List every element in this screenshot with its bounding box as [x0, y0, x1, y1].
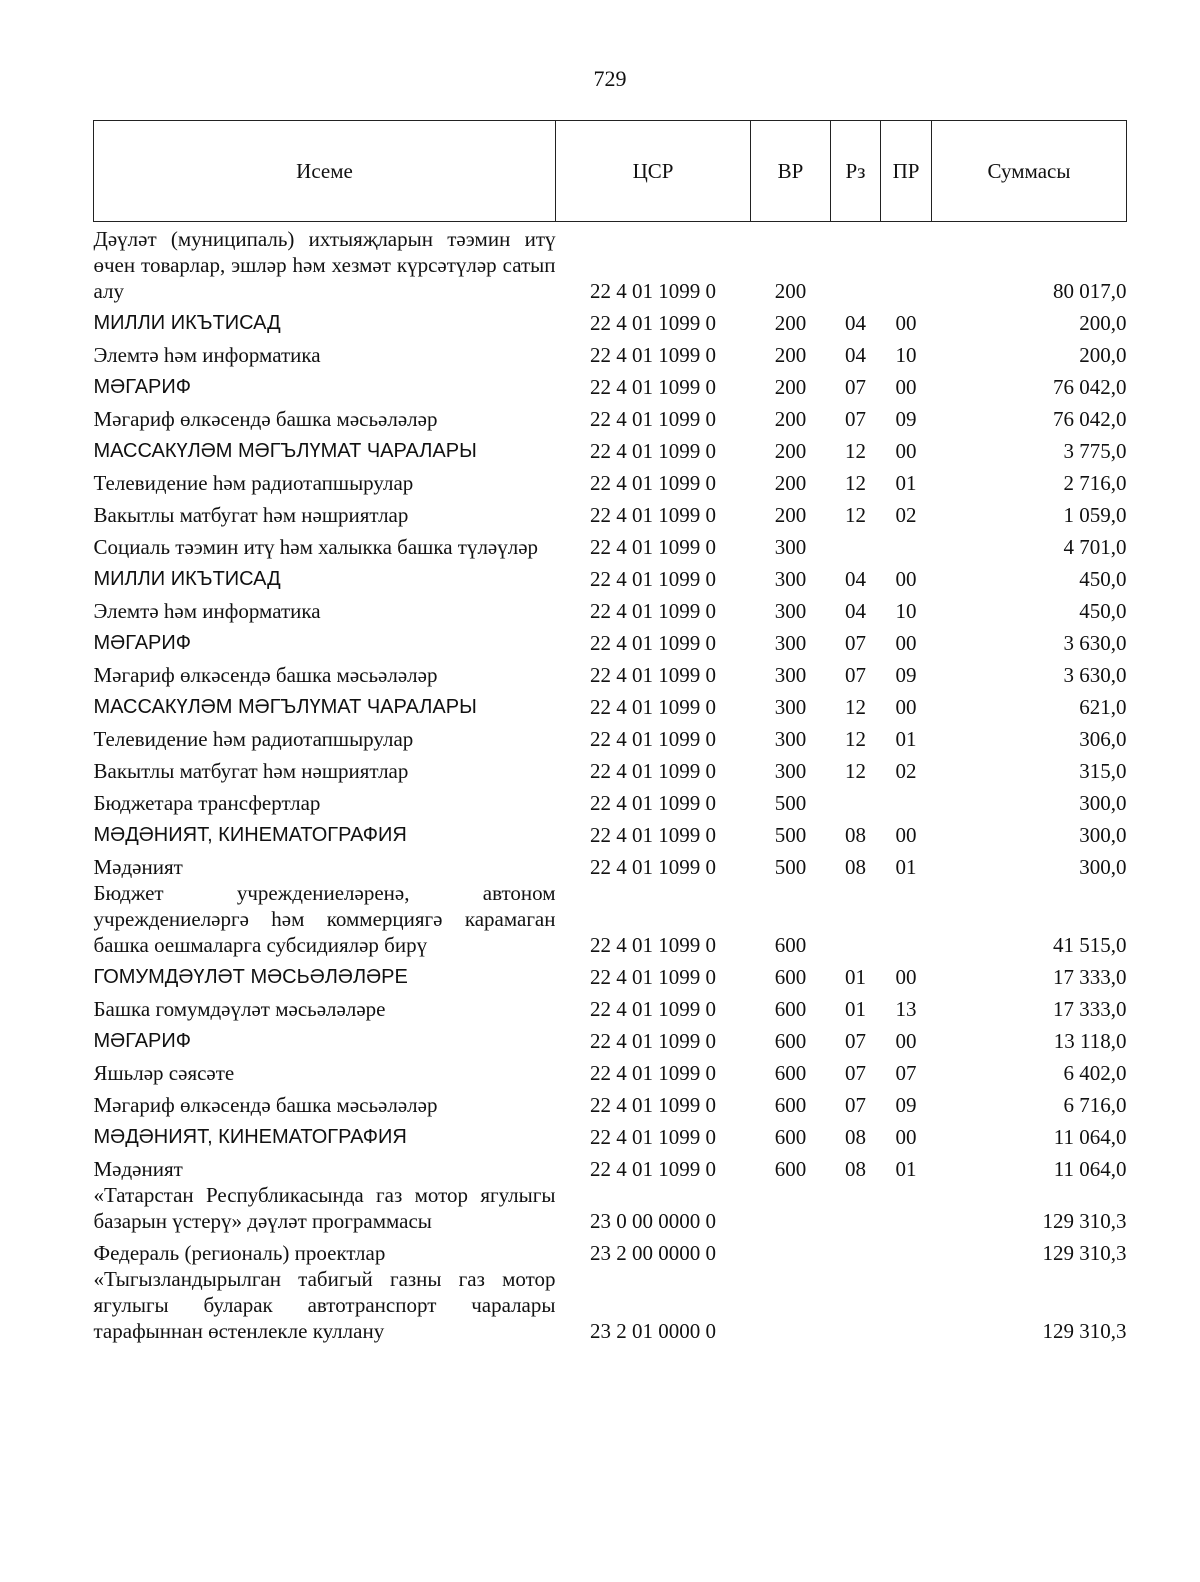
cell-vr: 500 — [774, 791, 807, 815]
table-row — [94, 1182, 1127, 1234]
cell-rz: 04 — [845, 567, 866, 591]
cell-vr: 600 — [774, 1061, 807, 1085]
cell-vr: 300 — [774, 535, 807, 559]
cell-pr: 09 — [895, 663, 917, 687]
cell-pr — [881, 222, 932, 305]
table-row — [94, 368, 1127, 400]
budget-table — [93, 120, 1127, 1344]
cell-sum: 76 042,0 — [1053, 375, 1127, 399]
cell-vr — [751, 1266, 831, 1344]
cell-vr: 200 — [774, 439, 807, 463]
header-pr: ПР — [881, 121, 932, 222]
cell-csr: 22 4 01 1099 0 — [590, 311, 716, 335]
table-row — [94, 624, 1127, 656]
cell-name: Бюджет учреждениеләренә, автоном учреждениеләргә һәм коммерциягә карамаган башка оешмаларга субсидияләр бирү — [93, 881, 556, 957]
cell-rz: 12 — [845, 759, 866, 783]
cell-vr: 300 — [774, 695, 807, 719]
table-row — [94, 496, 1127, 528]
table-row — [94, 222, 1127, 305]
cell-csr: 22 4 01 1099 0 — [590, 375, 716, 399]
cell-sum: 315,0 — [1079, 759, 1127, 783]
cell-sum: 300,0 — [1079, 791, 1127, 815]
cell-vr: 600 — [774, 997, 807, 1021]
cell-rz: 08 — [845, 1125, 866, 1149]
cell-vr: 300 — [774, 663, 807, 687]
cell-csr: 22 4 01 1099 0 — [590, 759, 716, 783]
cell-name: Федераль (региональ) проектлар — [93, 1241, 386, 1265]
cell-csr: 22 4 01 1099 0 — [590, 1125, 716, 1149]
table-row — [94, 688, 1127, 720]
cell-csr: 22 4 01 1099 0 — [590, 663, 716, 687]
cell-vr: 600 — [774, 1093, 807, 1117]
cell-vr: 200 — [774, 471, 807, 495]
cell-vr: 200 — [774, 375, 807, 399]
cell-csr: 22 4 01 1099 0 — [590, 933, 716, 957]
cell-rz — [831, 1234, 881, 1266]
cell-csr: 22 4 01 1099 0 — [590, 695, 716, 719]
cell-name: Бюджетара трансфертлар — [93, 791, 321, 815]
cell-sum: 3 630,0 — [1063, 631, 1127, 655]
cell-pr: 01 — [895, 855, 917, 879]
cell-sum: 129 310,3 — [1042, 1209, 1127, 1233]
table-row — [94, 990, 1127, 1022]
cell-name: Телевидение һәм радиотапшырулар — [93, 727, 414, 751]
cell-csr: 23 2 00 0000 0 — [590, 1241, 716, 1265]
cell-sum: 129 310,3 — [1042, 1241, 1127, 1265]
cell-sum: 450,0 — [1079, 567, 1127, 591]
cell-rz: 08 — [845, 855, 866, 879]
cell-name: МИЛЛИ ИКЪТИСАД — [93, 312, 281, 334]
cell-vr: 300 — [774, 567, 807, 591]
cell-name: МАССАКҮЛӘМ МӘГЪЛҮМАТ ЧАРАЛАРЫ — [93, 696, 477, 718]
cell-rz: 12 — [845, 439, 866, 463]
cell-vr: 300 — [774, 759, 807, 783]
cell-name: МӘДӘНИЯТ, КИНЕМАТОГРАФИЯ — [93, 824, 407, 846]
cell-vr: 200 — [774, 343, 807, 367]
cell-name: МӘГАРИФ — [93, 1030, 191, 1052]
cell-sum: 80 017,0 — [1053, 279, 1127, 303]
cell-pr: 01 — [895, 1157, 917, 1181]
header-rz: Рз — [831, 121, 881, 222]
cell-sum: 200,0 — [1079, 311, 1127, 335]
cell-csr: 22 4 01 1099 0 — [590, 567, 716, 591]
cell-name: Яшьләр сәясәте — [93, 1061, 235, 1085]
cell-name: Вакытлы матбугат һәм нәшриятлар — [93, 503, 409, 527]
cell-csr: 22 4 01 1099 0 — [590, 279, 716, 303]
cell-csr: 22 4 01 1099 0 — [590, 599, 716, 623]
cell-name: Башка гомумдәүләт мәсьәләләре — [93, 997, 386, 1021]
header-csr: ЦСР — [556, 121, 751, 222]
cell-csr: 22 4 01 1099 0 — [590, 343, 716, 367]
table-row — [94, 432, 1127, 464]
cell-csr: 22 4 01 1099 0 — [590, 791, 716, 815]
cell-sum: 11 064,0 — [1053, 1157, 1127, 1181]
cell-name: ГОМУМДӘҮЛӘТ МӘСЬӘЛӘЛӘРЕ — [93, 966, 408, 988]
cell-name: МӘГАРИФ — [93, 632, 191, 654]
cell-rz: 01 — [845, 997, 866, 1021]
cell-sum: 4 701,0 — [1063, 535, 1127, 559]
cell-vr: 200 — [774, 279, 807, 303]
cell-vr: 600 — [774, 933, 807, 957]
cell-sum: 13 118,0 — [1053, 1029, 1127, 1053]
cell-sum: 3 630,0 — [1063, 663, 1127, 687]
cell-rz: 04 — [845, 599, 866, 623]
cell-csr: 22 4 01 1099 0 — [590, 471, 716, 495]
cell-csr: 22 4 01 1099 0 — [590, 1093, 716, 1117]
cell-sum: 76 042,0 — [1053, 407, 1127, 431]
cell-rz — [831, 222, 881, 305]
cell-name: Мәгариф өлкәсендә башка мәсьәләләр — [93, 1093, 438, 1117]
cell-csr: 22 4 01 1099 0 — [590, 503, 716, 527]
cell-rz: 07 — [845, 375, 866, 399]
cell-pr: 00 — [895, 1125, 917, 1149]
cell-pr — [881, 1266, 932, 1344]
cell-pr: 00 — [895, 311, 917, 335]
cell-pr: 00 — [895, 375, 917, 399]
cell-sum: 306,0 — [1079, 727, 1127, 751]
table-row — [94, 848, 1127, 880]
cell-name: Мәгариф өлкәсендә башка мәсьәләләр — [93, 663, 438, 687]
cell-csr: 22 4 01 1099 0 — [590, 407, 716, 431]
cell-rz: 08 — [845, 823, 866, 847]
cell-csr: 22 4 01 1099 0 — [590, 823, 716, 847]
cell-name: МӘДӘНИЯТ, КИНЕМАТОГРАФИЯ — [93, 1126, 407, 1148]
cell-csr: 22 4 01 1099 0 — [590, 1029, 716, 1053]
cell-pr — [881, 784, 932, 816]
cell-csr: 22 4 01 1099 0 — [590, 1061, 716, 1085]
cell-pr: 01 — [895, 727, 917, 751]
header-name: Исеме — [94, 121, 556, 222]
cell-name: Элемтә һәм информатика — [93, 599, 321, 623]
cell-sum: 450,0 — [1079, 599, 1127, 623]
cell-sum: 3 775,0 — [1063, 439, 1127, 463]
cell-csr: 22 4 01 1099 0 — [590, 535, 716, 559]
cell-pr: 07 — [895, 1061, 917, 1085]
cell-rz: 07 — [845, 1093, 866, 1117]
cell-name: Социаль тәэмин итү һәм халыкка башка түләүләр — [93, 535, 539, 559]
cell-rz: 04 — [845, 311, 866, 335]
cell-vr: 300 — [774, 727, 807, 751]
cell-name: Дәүләт (муниципаль) ихтыяҗларын тәэмин итү өчен товарлар, эшләр һәм хезмәт күрсәтүләр сатып алу — [93, 227, 556, 303]
cell-rz: 12 — [845, 727, 866, 751]
cell-name: Мәгариф өлкәсендә башка мәсьәләләр — [93, 407, 438, 431]
cell-name: Элемтә һәм информатика — [93, 343, 321, 367]
table-row — [94, 560, 1127, 592]
cell-name: Мәдәният — [93, 1157, 183, 1181]
cell-sum: 2 716,0 — [1063, 471, 1127, 495]
cell-rz: 07 — [845, 1061, 866, 1085]
cell-sum: 17 333,0 — [1053, 965, 1127, 989]
table-row — [94, 1054, 1127, 1086]
cell-pr — [881, 1182, 932, 1234]
table-row — [94, 464, 1127, 496]
cell-name: МИЛЛИ ИКЪТИСАД — [93, 568, 281, 590]
cell-sum: 200,0 — [1079, 343, 1127, 367]
cell-vr — [751, 1182, 831, 1234]
header-sum: Суммасы — [932, 121, 1127, 222]
cell-rz: 01 — [845, 965, 866, 989]
table-row — [94, 1234, 1127, 1266]
cell-pr: 00 — [895, 631, 917, 655]
cell-pr: 10 — [895, 599, 917, 623]
cell-sum: 300,0 — [1079, 855, 1127, 879]
cell-rz: 07 — [845, 663, 866, 687]
cell-rz — [831, 1266, 881, 1344]
cell-sum: 6 716,0 — [1063, 1093, 1127, 1117]
cell-csr: 23 0 00 0000 0 — [590, 1209, 716, 1233]
cell-pr — [881, 880, 932, 958]
cell-rz: 07 — [845, 631, 866, 655]
cell-vr: 600 — [774, 1125, 807, 1149]
cell-vr: 200 — [774, 503, 807, 527]
cell-rz — [831, 528, 881, 560]
cell-rz: 04 — [845, 343, 866, 367]
cell-rz: 07 — [845, 1029, 866, 1053]
table-row — [94, 720, 1127, 752]
table-row — [94, 1022, 1127, 1054]
cell-sum: 1 059,0 — [1063, 503, 1127, 527]
cell-vr: 500 — [774, 823, 807, 847]
cell-name: «Татарстан Республикасында газ мотор ягулыгы базарын үстерү» дәүләт программасы — [93, 1183, 556, 1233]
table-row — [94, 1118, 1127, 1150]
cell-pr: 01 — [895, 471, 917, 495]
cell-csr: 22 4 01 1099 0 — [590, 727, 716, 751]
cell-name: МӘГАРИФ — [93, 376, 191, 398]
cell-pr: 00 — [895, 1029, 917, 1053]
cell-sum: 11 064,0 — [1053, 1125, 1127, 1149]
cell-sum: 41 515,0 — [1053, 933, 1127, 957]
cell-rz — [831, 784, 881, 816]
table-row — [94, 784, 1127, 816]
table-row — [94, 1086, 1127, 1118]
page-number: 729 — [593, 66, 627, 91]
cell-csr: 23 2 01 0000 0 — [590, 1319, 716, 1343]
table-row — [94, 592, 1127, 624]
cell-pr: 00 — [895, 965, 917, 989]
table-body — [94, 222, 1127, 1345]
cell-sum: 17 333,0 — [1053, 997, 1127, 1021]
cell-pr: 00 — [895, 439, 917, 463]
header-vr: ВР — [751, 121, 831, 222]
cell-rz: 12 — [845, 471, 866, 495]
cell-csr: 22 4 01 1099 0 — [590, 1157, 716, 1181]
cell-vr: 200 — [774, 311, 807, 335]
cell-rz: 07 — [845, 407, 866, 431]
cell-pr: 02 — [895, 503, 917, 527]
cell-vr: 600 — [774, 965, 807, 989]
table-row — [94, 528, 1127, 560]
cell-name: Телевидение һәм радиотапшырулар — [93, 471, 414, 495]
cell-sum: 129 310,3 — [1042, 1319, 1127, 1343]
table-row — [94, 816, 1127, 848]
cell-rz — [831, 880, 881, 958]
cell-pr: 10 — [895, 343, 917, 367]
cell-sum: 300,0 — [1079, 823, 1127, 847]
cell-pr: 13 — [895, 997, 917, 1021]
cell-vr: 200 — [774, 407, 807, 431]
cell-rz — [831, 1182, 881, 1234]
cell-rz: 12 — [845, 695, 866, 719]
cell-rz: 12 — [845, 503, 866, 527]
cell-pr: 09 — [895, 1093, 917, 1117]
cell-pr: 00 — [895, 695, 917, 719]
cell-vr — [751, 1234, 831, 1266]
cell-csr: 22 4 01 1099 0 — [590, 997, 716, 1021]
cell-pr — [881, 528, 932, 560]
table-row — [94, 1150, 1127, 1182]
table-row — [94, 304, 1127, 336]
table-header — [94, 121, 1127, 222]
cell-pr — [881, 1234, 932, 1266]
cell-vr: 300 — [774, 631, 807, 655]
cell-pr: 02 — [895, 759, 917, 783]
cell-name: «Тыгызландырылган табигый газны газ мотор ягулыгы буларак автотранспорт чаралары тарафыннан өстенлекле куллану — [93, 1267, 556, 1343]
cell-csr: 22 4 01 1099 0 — [590, 631, 716, 655]
table-row — [94, 752, 1127, 784]
table-row — [94, 1266, 1127, 1344]
cell-name: Мәдәният — [93, 855, 183, 879]
cell-csr: 22 4 01 1099 0 — [590, 855, 716, 879]
table-row — [94, 958, 1127, 990]
cell-vr: 600 — [774, 1157, 807, 1181]
cell-sum: 6 402,0 — [1063, 1061, 1127, 1085]
cell-sum: 621,0 — [1079, 695, 1127, 719]
table-row — [94, 336, 1127, 368]
cell-vr: 600 — [774, 1029, 807, 1053]
cell-vr: 500 — [774, 855, 807, 879]
cell-vr: 300 — [774, 599, 807, 623]
cell-csr: 22 4 01 1099 0 — [590, 965, 716, 989]
cell-rz: 08 — [845, 1157, 866, 1181]
table-row — [94, 656, 1127, 688]
table-row — [94, 400, 1127, 432]
cell-pr: 09 — [895, 407, 917, 431]
cell-name: Вакытлы матбугат һәм нәшриятлар — [93, 759, 409, 783]
cell-name: МАССАКҮЛӘМ МӘГЪЛҮМАТ ЧАРАЛАРЫ — [93, 440, 477, 462]
cell-pr: 00 — [895, 567, 917, 591]
cell-pr: 00 — [895, 823, 917, 847]
cell-csr: 22 4 01 1099 0 — [590, 439, 716, 463]
table-row — [94, 880, 1127, 958]
